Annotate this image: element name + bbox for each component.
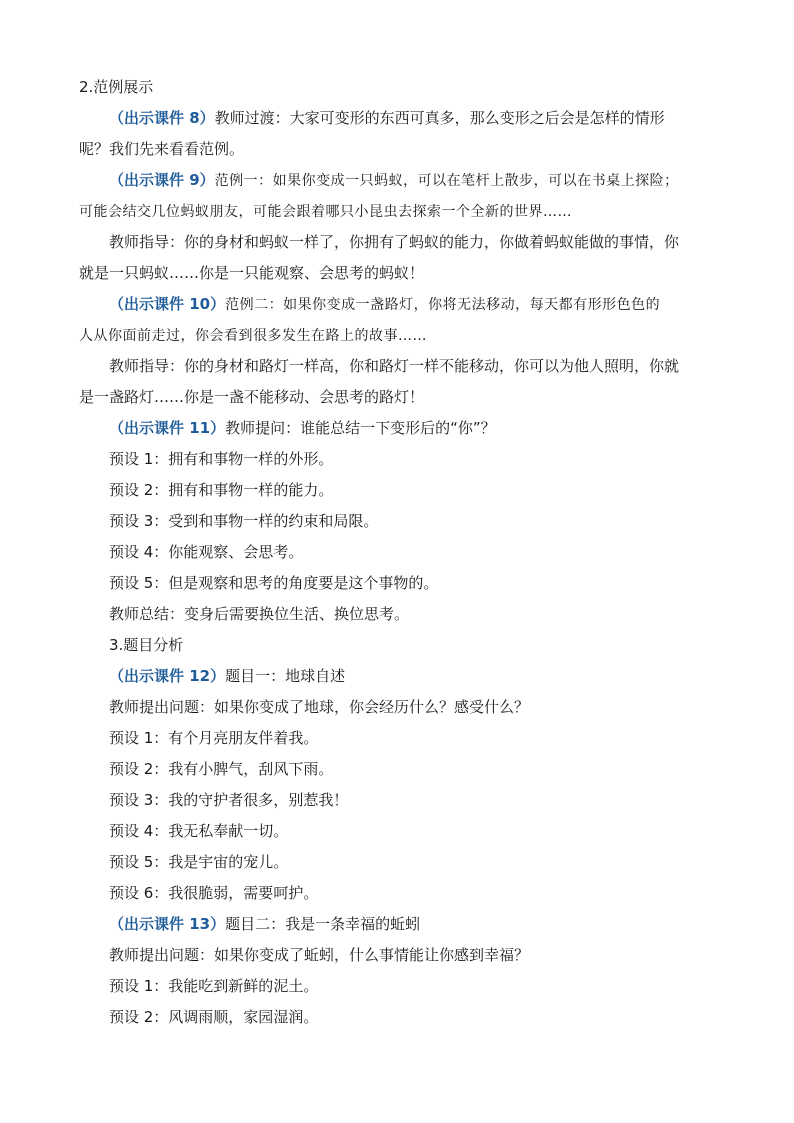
line-text: 人从你面前走过，你会看到很多发生在路上的故事…… xyxy=(79,328,427,344)
line-text: 题目一：地球自述 xyxy=(225,667,346,685)
text-line xyxy=(79,506,719,537)
text-line xyxy=(79,351,719,382)
text-line xyxy=(79,537,719,568)
text-line xyxy=(79,847,719,878)
text-line xyxy=(79,568,719,599)
document-body xyxy=(79,72,719,1033)
line-text: 教师过渡：大家可变形的东西可真多，那么变形之后会是怎样的情形 xyxy=(214,109,665,127)
text-line xyxy=(79,165,719,196)
text-line xyxy=(79,227,719,258)
line-text: 题目二：我是一条幸福的蚯蚓 xyxy=(225,915,421,933)
text-line xyxy=(79,785,719,816)
line-text: 预设 1：我能吃到新鲜的泥土。 xyxy=(109,977,319,995)
line-text: 呢？我们先来看看范例。 xyxy=(79,140,245,158)
line-text: 教师提出问题：如果你变成了蚯蚓，什么事情能让你感到幸福？ xyxy=(109,946,530,964)
courseware-tag: （出示课件 9） xyxy=(109,171,215,189)
text-line xyxy=(79,661,719,692)
line-text: 范例一：如果你变成一只蚂蚁，可以在笔杆上散步，可以在书桌上探险； xyxy=(214,173,679,189)
line-text: 预设 2：拥有和事物一样的能力。 xyxy=(109,481,334,499)
line-text: 预设 1：拥有和事物一样的外形。 xyxy=(109,450,334,468)
courseware-tag: （出示课件 8） xyxy=(109,109,215,127)
line-text: 教师指导：你的身材和路灯一样高，你和路灯一样不能移动，你可以为他人照明，你就 xyxy=(109,357,680,375)
line-text: 2.范例展示 xyxy=(79,78,154,96)
line-text: 预设 3：受到和事物一样的约束和局限。 xyxy=(109,512,379,530)
text-line xyxy=(79,940,719,971)
courseware-tag: （出示课件 11） xyxy=(109,419,226,437)
line-text: 教师提问：谁能总结一下变形后的“你”？ xyxy=(225,419,496,437)
line-text: 预设 3：我的守护者很多，别惹我！ xyxy=(109,791,349,809)
line-text: 教师提出问题：如果你变成了地球，你会经历什么？感受什么？ xyxy=(109,698,530,716)
courseware-tag: （出示课件 13） xyxy=(109,915,226,933)
line-text: 教师指导：你的身材和蚂蚁一样了，你拥有了蚂蚁的能力，你做着蚂蚁能做的事情，你 xyxy=(109,233,680,251)
text-line xyxy=(79,382,719,413)
text-line xyxy=(79,196,719,227)
text-line xyxy=(79,1002,719,1033)
text-line xyxy=(79,289,719,320)
line-text: 范例二：如果你变成一盏路灯，你将无法移动，每天都有形形色色的 xyxy=(225,297,661,313)
text-line xyxy=(79,475,719,506)
text-line xyxy=(79,258,719,289)
line-text: 教师总结：变身后需要换位生活、换位思考。 xyxy=(109,605,410,623)
text-line xyxy=(79,134,719,165)
line-text: 预设 1：有个月亮朋友伴着我。 xyxy=(109,729,319,747)
line-text: 是一盏路灯……你是一盏不能移动、会思考的路灯！ xyxy=(79,388,425,406)
text-line xyxy=(79,971,719,1002)
text-line xyxy=(79,878,719,909)
line-text: 预设 2：我有小脾气，刮风下雨。 xyxy=(109,760,334,778)
line-text: 预设 5：我是宇宙的宠儿。 xyxy=(109,853,289,871)
text-line xyxy=(79,816,719,847)
line-text: 预设 6：我很脆弱，需要呵护。 xyxy=(109,884,319,902)
courseware-tag: （出示课件 12） xyxy=(109,667,226,685)
text-line xyxy=(79,599,719,630)
text-line xyxy=(79,103,719,134)
text-line xyxy=(79,72,719,103)
text-line xyxy=(79,909,719,940)
line-text: 预设 5：但是观察和思考的角度要是这个事物的。 xyxy=(109,574,439,592)
text-line xyxy=(79,754,719,785)
text-line xyxy=(79,320,719,351)
text-line xyxy=(79,692,719,723)
line-text: 3.题目分析 xyxy=(109,636,184,654)
line-text: 可能会结交几位蚂蚁朋友，可能会跟着哪只小昆虫去探索一个全新的世界…… xyxy=(79,204,572,220)
line-text: 预设 2：风调雨顺，家园湿润。 xyxy=(109,1008,319,1026)
text-line xyxy=(79,630,719,661)
text-line xyxy=(79,444,719,475)
line-text: 就是一只蚂蚁……你是一只能观察、会思考的蚂蚁！ xyxy=(79,264,425,282)
line-text: 预设 4：你能观察、会思考。 xyxy=(109,543,304,561)
text-line xyxy=(79,413,719,444)
line-text: 预设 4：我无私奉献一切。 xyxy=(109,822,289,840)
courseware-tag: （出示课件 10） xyxy=(109,295,226,313)
text-line xyxy=(79,723,719,754)
